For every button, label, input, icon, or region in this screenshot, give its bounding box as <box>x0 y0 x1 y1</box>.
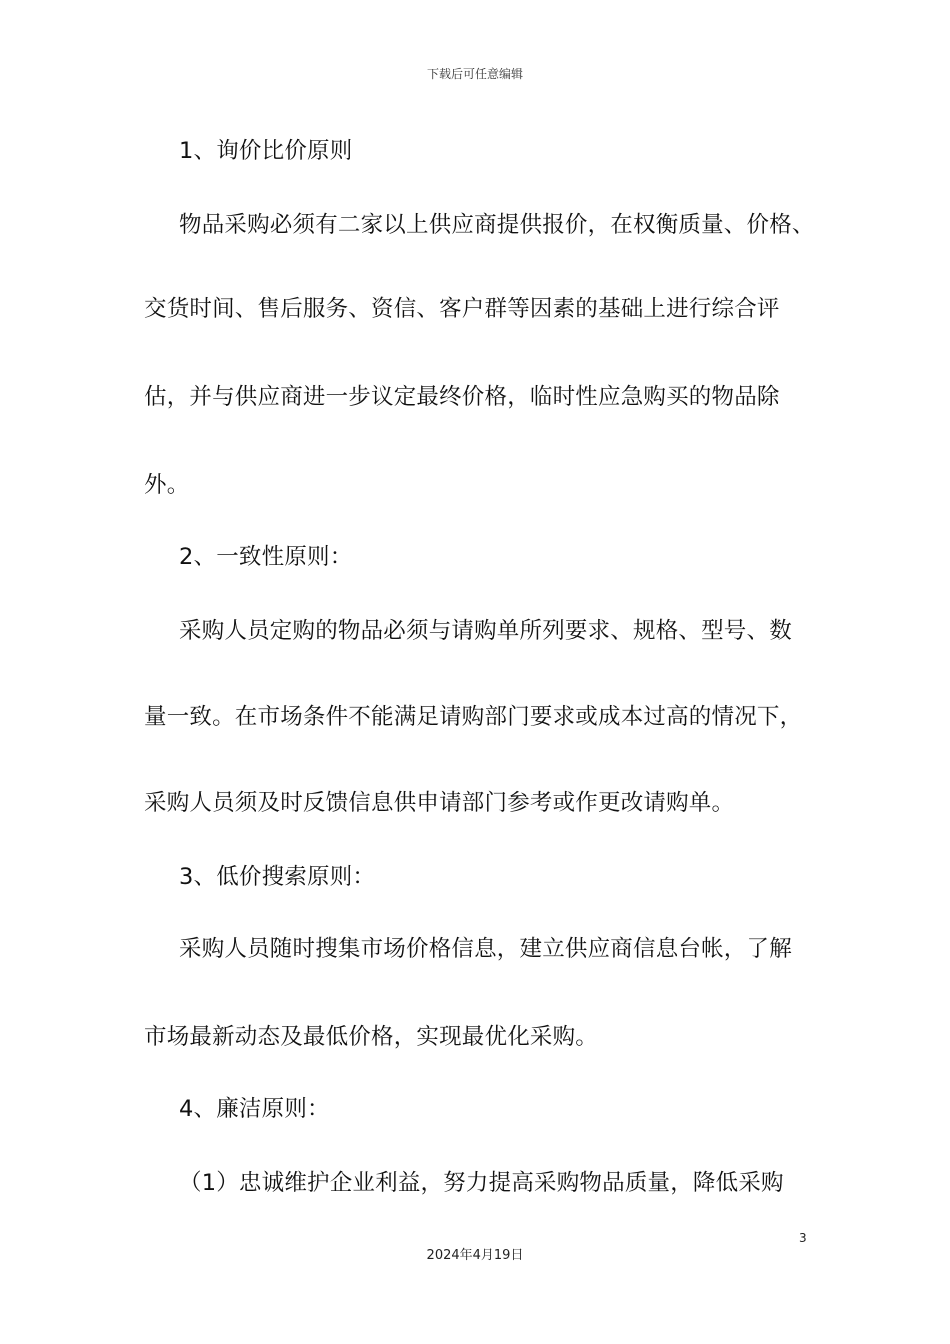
section-heading-4: 4、廉洁原则： <box>179 1096 330 1122</box>
paragraph-line: 交货时间、售后服务、资信、客户群等因素的基础上进行综合评 <box>144 296 780 322</box>
page-header: 下载后可任意编辑 <box>426 67 523 81</box>
section-heading-3: 3、低价搜索原则： <box>179 864 376 890</box>
page-number: 3 <box>799 1231 807 1245</box>
paragraph-line: 采购人员须及时反馈信息供申请部门参考或作更改请购单。 <box>144 790 735 816</box>
paragraph-line: 采购人员随时搜集市场价格信息，建立供应商信息台帐，了解 <box>179 936 792 962</box>
paragraph-line: 估，并与供应商进一步议定最终价格，临时性应急购买的物品除 <box>144 384 780 410</box>
footer-date: 2024年4月19日 <box>426 1248 524 1263</box>
section-heading-1: 1、询价比价原则 <box>179 138 353 164</box>
paragraph-line: 量一致。在市场条件不能满足请购部门要求或成本过高的情况下， <box>144 704 803 730</box>
paragraph-line: 物品采购必须有二家以上供应商提供报价，在权衡质量、价格、 <box>179 212 815 238</box>
paragraph-line: 市场最新动态及最低价格，实现最优化采购。 <box>144 1024 599 1050</box>
paragraph-line: 采购人员定购的物品必须与请购单所列要求、规格、型号、数 <box>179 618 792 644</box>
paragraph-line: 外。 <box>144 472 190 498</box>
section-heading-2: 2、一致性原则： <box>179 544 353 570</box>
list-item-line: （1）忠诚维护企业利益，努力提高采购物品质量，降低采购 <box>179 1170 784 1196</box>
